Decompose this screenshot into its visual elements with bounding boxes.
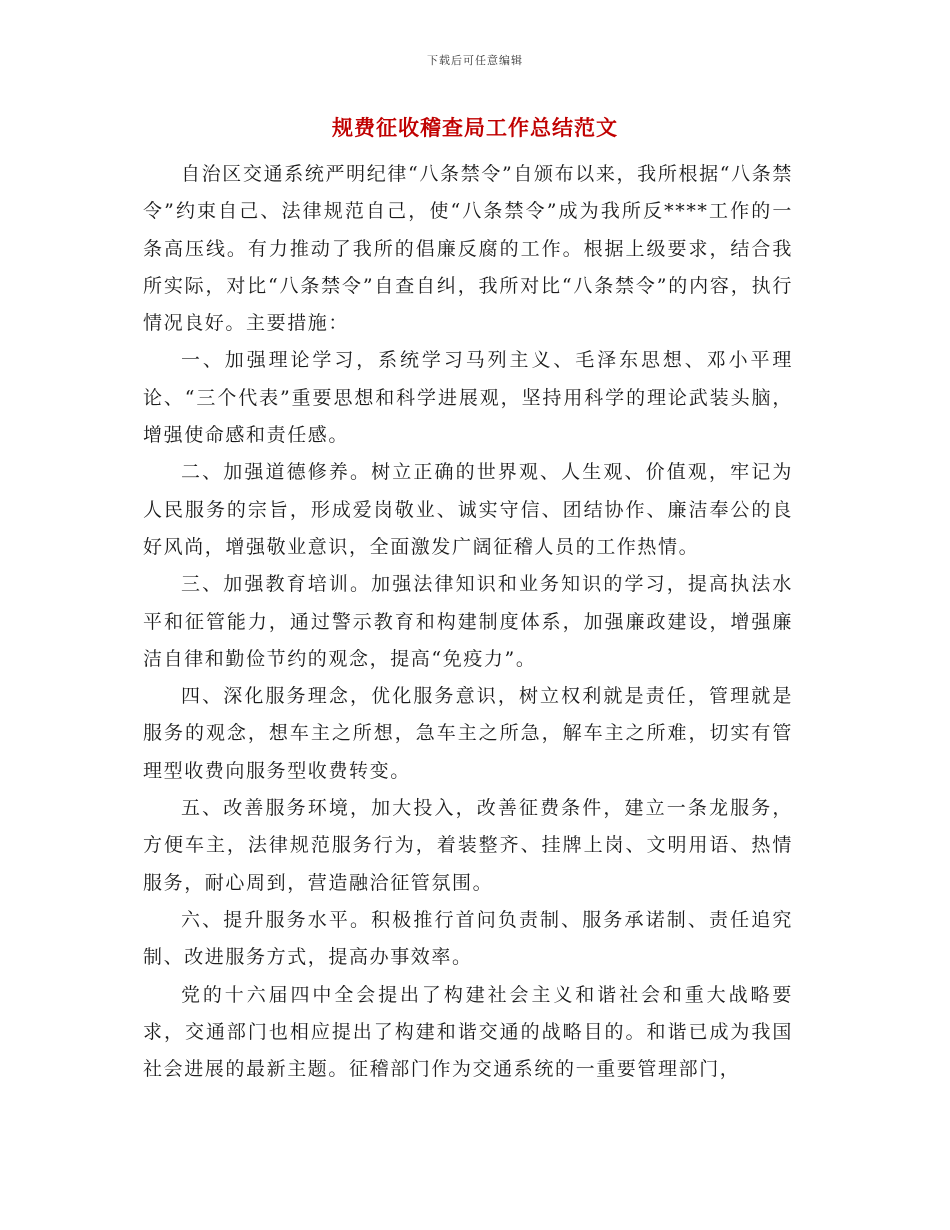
document-body xyxy=(143,156,793,1088)
header-note: 下载后可任意编辑 xyxy=(427,54,523,67)
paragraph-measure-6: 六、提升服务水平。积极推行首问负责制、服务承诺制、责任追究制、改进服务方式，提高办事效率。 xyxy=(143,908,793,969)
document-title: 规费征收稽查局工作总结范文 xyxy=(332,115,618,140)
paragraph-measure-1: 一、加强理论学习，系统学习马列主义、毛泽东思想、邓小平理论、“三个代表”重要思想和科学进展观，坚持用科学的理论武装头脑，增强使命感和责任感。 xyxy=(143,349,793,447)
paragraph-measure-2: 二、加强道德修养。树立正确的世界观、人生观、价值观，牢记为人民服务的宗旨，形成爱岗敬业、诚实守信、团结协作、廉洁奉公的良好风尚，增强敬业意识，全面激发广阔征稽人员的工作热情。 xyxy=(143,461,793,558)
paragraph-measure-4: 四、深化服务理念，优化服务意识，树立权利就是责任，管理就是服务的观念，想车主之所想，急车主之所急，解车主之所难，切实有管理型收费向服务型收费转变。 xyxy=(143,685,793,782)
paragraph-measure-3: 三、加强教育培训。加强法律知识和业务知识的学习，提高执法水平和征管能力，通过警示教育和构建制度体系，加强廉政建设，增强廉洁自律和勤俭节约的观念，提高“免疫力”。 xyxy=(143,573,793,670)
paragraph-closing: 党的十六届四中全会提出了构建社会主义和谐社会和重大战略要求，交通部门也相应提出了构建和谐交通的战略目的。和谐已成为我国社会进展的最新主题。征稽部门作为交通系统的一重要管理部门， xyxy=(143,983,793,1081)
paragraph-intro: 自治区交通系统严明纪律“八条禁令”自颁布以来，我所根据“八条禁令”约束自己、法律规范自己，使“八条禁令”成为我所反****工作的一条高压线。有力推动了我所的倡廉反腐的工作。根据上级要求，结合我所实际，对比“八条禁令”自查自纠，我所对比“八条禁令”的内容，执行情况良好。主要措施： xyxy=(143,163,793,335)
paragraph-measure-5: 五、改善服务环境，加大投入，改善征费条件，建立一条龙服务，方便车主，法律规范服务行为，着装整齐、挂牌上岗、文明用语、热情服务，耐心周到，营造融洽征管氛围。 xyxy=(143,797,793,894)
